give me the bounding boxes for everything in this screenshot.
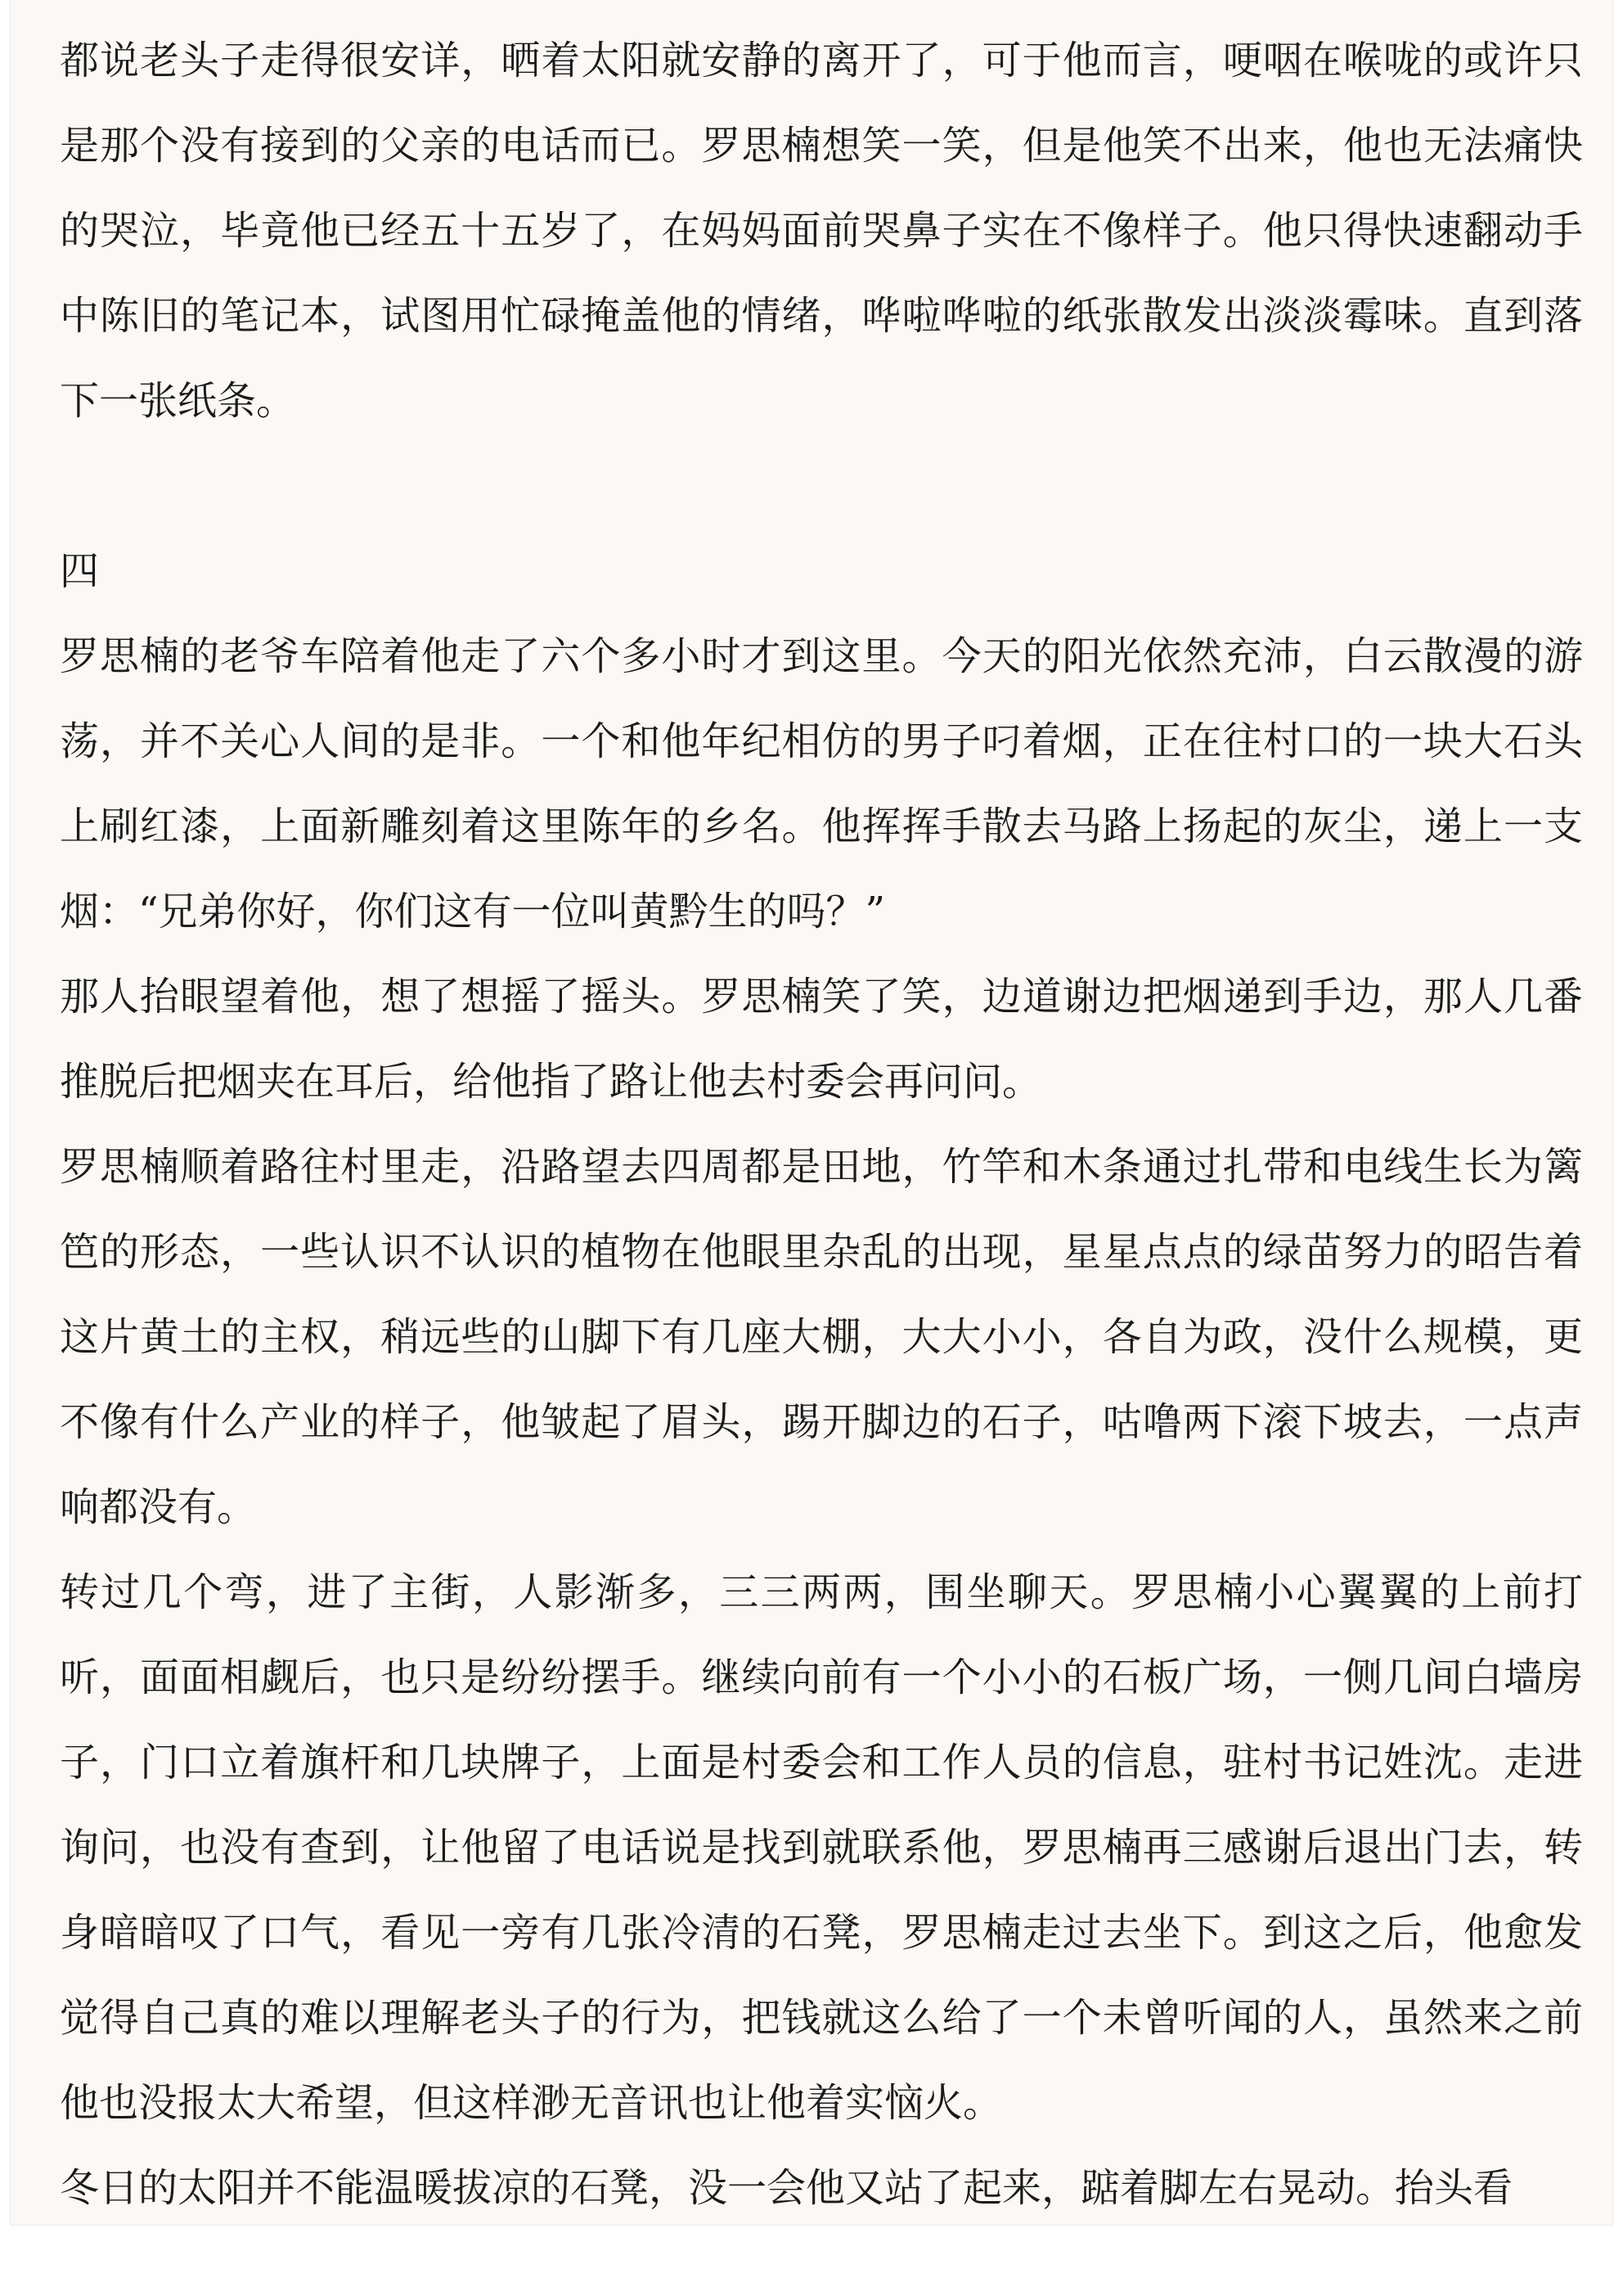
document-body xyxy=(60,18,1583,2231)
section-heading: 四 xyxy=(60,548,100,594)
paragraph-2: 罗思楠的老爷车陪着他走了六个多小时才到这里。今天的阳光依然充沛，白云散漫的游荡，并不关心人间的是非。一个和他年纪相仿的男子叼着烟，正在往村口的一块大石头上刷红漆，上面新雕刻着这里陈年的乡名。他挥挥手散去马路上扬起的灰尘，递上一支烟：“兄弟你好，你们这有一位叫黄黔生的吗？” xyxy=(60,633,1583,934)
paragraph-3: 那人抬眼望着他，想了想摇了摇头。罗思楠笑了笑，边道谢边把烟递到手边，那人几番推脱后把烟夹在耳后，给他指了路让他去村委会再问问。 xyxy=(60,974,1583,1105)
paragraph-1: 都说老头子走得很安详，晒着太阳就安静的离开了，可于他而言，哽咽在喉咙的或许只是那个没有接到的父亲的电话而已。罗思楠想笑一笑，但是他笑不出来，他也无法痛快的哭泣，毕竟他已经五十五岁了，在妈妈面前哭鼻子实在不像样子。他只得快速翻动手中陈旧的笔记本，试图用忙碌掩盖他的情绪，哗啦哗啦的纸张散发出淡淡霉味。直到落下一张纸条。 xyxy=(60,38,1583,424)
paragraph-spacer xyxy=(60,443,1583,529)
paragraph-4: 罗思楠顺着路往村里走，沿路望去四周都是田地，竹竿和木条通过扎带和电线生长为篱笆的形态，一些认识不认识的植物在他眼里杂乱的出现，星星点点的绿苗努力的昭告着这片黄土的主权，稍远些的山脚下有几座大棚，大大小小，各自为政，没什么规模，更不像有什么产业的样子，他皱起了眉头，踢开脚边的石子，咕噜两下滚下坡去，一点声响都没有。 xyxy=(60,1144,1583,1530)
paragraph-5: 转过几个弯，进了主街，人影渐多，三三两两，围坐聊天。罗思楠小心翼翼的上前打听，面面相觑后，也只是纷纷摆手。继续向前有一个小小的石板广场，一侧几间白墙房子，门口立着旗杆和几块牌子，上面是村委会和工作人员的信息，驻村书记姓沈。走进询问，也没有查到，让他留了电话说是找到就联系他，罗思楠再三感谢后退出门去，转身暗暗叹了口气，看见一旁有几张冷清的石凳，罗思楠走过去坐下。到这之后，他愈发觉得自己真的难以理解老头子的行为，把钱就这么给了一个未曾听闻的人，虽然来之前他也没报太大希望，但这样渺无音讯也让他着实恼火。 xyxy=(60,1569,1583,2126)
document-page xyxy=(10,0,1613,2226)
paragraph-6: 冬日的太阳并不能温暖拔凉的石凳，没一会他又站了起来，踮着脚左右晃动。抬头看 xyxy=(60,2165,1513,2211)
